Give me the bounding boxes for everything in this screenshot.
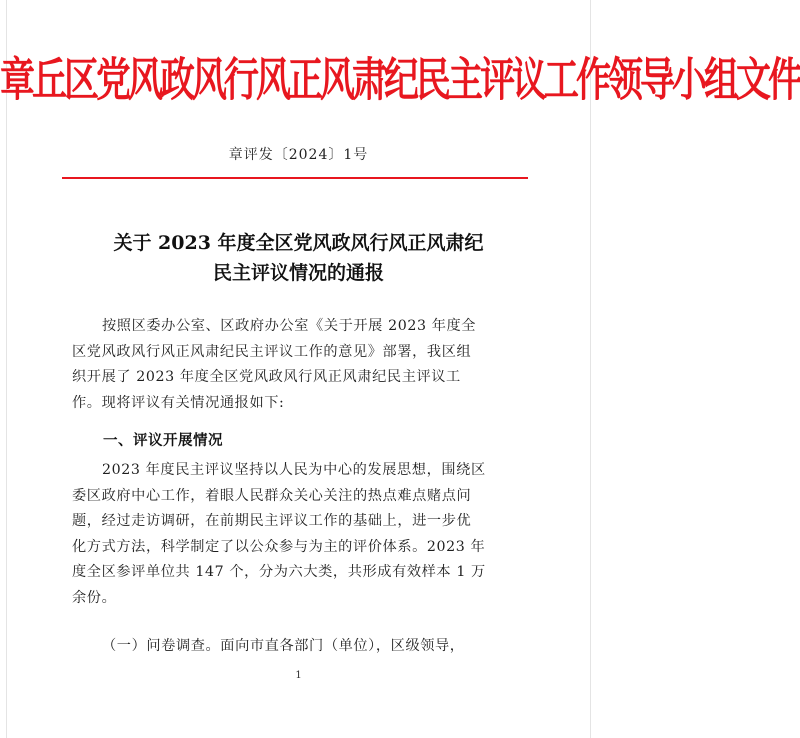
page-left-edge	[6, 0, 7, 738]
paragraph-line: （一）问卷调查。面向市直各部门（单位），区级领导，	[102, 638, 465, 654]
paragraph-line: 按照区委办公室、区政府办公室《关于开展 2023 年度全	[102, 318, 477, 334]
document-title	[60, 228, 537, 288]
paragraph-line: 织开展了 2023 年度全区党风政风行风正风肃纪民主评议工	[72, 369, 461, 385]
red-header-title: 章丘区党风政风行风正风肃纪民主评议工作领导小组文件	[0, 53, 800, 108]
paragraph-line: 区党风政风行风正风肃纪民主评议工作的意见》部署，我区组	[72, 343, 472, 360]
red-divider-line	[62, 177, 528, 179]
paragraph-line: 化方式方法，科学制定了以公众参与为主的评价体系。2023 年	[72, 538, 486, 555]
paragraph-line: 委区政府中心工作，着眼人民群众关心关注的热点难点赌点问	[72, 487, 472, 504]
paragraph-line: 题，经过走访调研，在前期民主评议工作的基础上，进一步优	[72, 513, 472, 529]
document-title-line-2: 民主评议情况的通报	[212, 262, 384, 284]
page-number: 1	[295, 670, 302, 681]
section-heading: 一、评议开展情况	[103, 432, 223, 449]
paragraph-line: 度全区参评单位共 147 个，分为六大类，共形成有效样本 1 万	[72, 564, 486, 580]
page-right-edge	[590, 0, 591, 738]
paragraph-line: 作。现将评议有关情况通报如下:	[72, 394, 285, 411]
paragraph-evaluation	[72, 458, 532, 611]
paragraph-line: 2023 年度民主评议坚持以人民为中心的发展思想，围绕区	[102, 462, 486, 478]
paragraph-intro	[72, 314, 532, 416]
document-number: 章评发〔2024〕1号	[228, 147, 369, 163]
paragraph-line: 余份。	[72, 589, 117, 606]
document-title-line-1: 关于 2023 年度全区党风政风行风正风肃纪	[113, 232, 484, 254]
paragraph-survey	[72, 634, 532, 660]
